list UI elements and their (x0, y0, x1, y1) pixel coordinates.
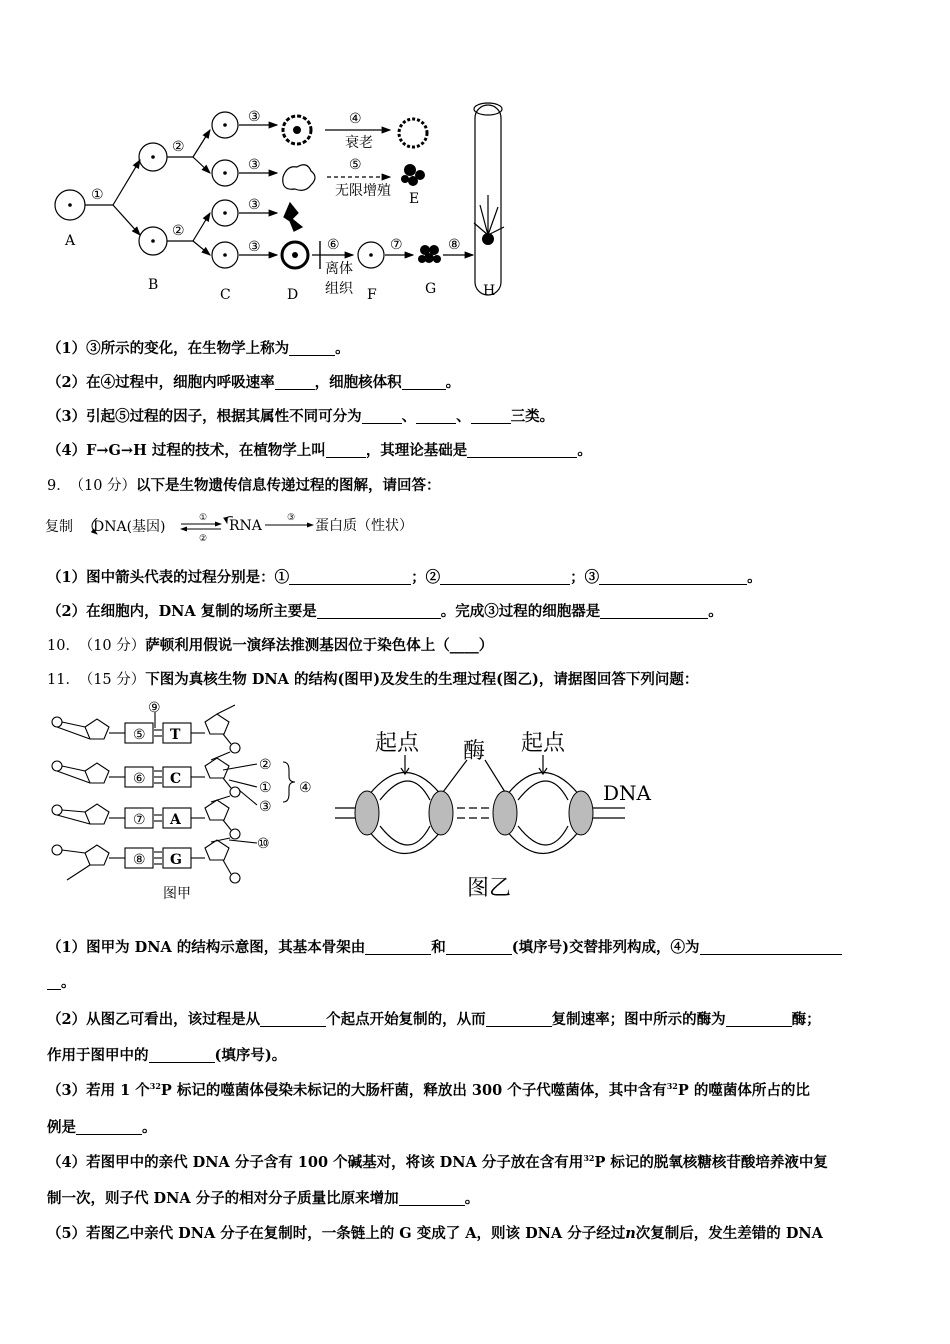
q11-q4-line2: 制一次，则子代 DNA 分子的相对分子质量比原来增加 。 (47, 1190, 480, 1207)
q11-q5-line1: （5）若图乙中亲代 DNA 分子在复制时，一条链上的 G 变成了 A，则该 DNA 分子经过n次复制后，发生差错的 DNA (47, 1225, 823, 1242)
dna-label: DNA (603, 781, 651, 805)
svg-text:②: ② (259, 757, 272, 773)
diagram-protein: 蛋白质（性状） (315, 518, 413, 534)
q11-q2-line2: 作用于图甲中的 (填序号)。 (47, 1047, 287, 1064)
caption-yi: 图乙 (467, 876, 512, 901)
q8-line-3: （3）引起⑤过程的因子，根据其属性不同可分为 、 、 三类。 (47, 408, 555, 425)
enzyme-4 (569, 791, 593, 835)
diagram-copy: 复制 (45, 519, 73, 535)
origin-label-1: 起点 (375, 731, 420, 756)
svg-text:A: A (170, 812, 181, 828)
marker-3d: ③ (248, 239, 261, 255)
q9-line-2: （2）在细胞内，DNA 复制的场所主要是 。完成③过程的细胞器是 。 (47, 603, 723, 620)
caption-jia: 图甲 (163, 886, 191, 902)
q11-q4-line1: （4）若图甲中的亲代 DNA 分子含有 100 个碱基对，将该 DNA 分子放在含有用$^{32}$P 标记的脱氧核糖核苷酸培养液中复 (47, 1153, 828, 1171)
svg-text:G: G (170, 852, 182, 868)
diagram-dna: DNA(基因) (93, 519, 166, 535)
marker-6: ⑥ (327, 237, 340, 253)
enzyme-3 (493, 791, 517, 835)
q11-q2-line1: （2）从图乙可看出，该过程是从 个起点开始复制的，从而 复制速率；图中所示的酶为 酶； (47, 1011, 821, 1028)
svg-text:⑦: ⑦ (133, 812, 146, 828)
genetic-info-flow-diagram (45, 508, 445, 544)
q11-q1-line2: 。 (47, 971, 76, 992)
svg-text:⑥: ⑥ (133, 771, 146, 787)
text-unlimited: 无限增殖 (335, 183, 391, 199)
label-c: C (220, 287, 231, 303)
svg-text:⑤: ⑤ (133, 727, 146, 743)
svg-text:③: ③ (287, 513, 296, 523)
svg-text:④: ④ (299, 780, 312, 796)
label-d: D (287, 287, 299, 303)
svg-text:C: C (170, 771, 182, 787)
svg-text:①: ① (199, 513, 208, 523)
enzyme-label: 酶 (463, 739, 486, 764)
label-h: H (483, 283, 496, 299)
enzyme-1 (355, 791, 379, 835)
svg-text:⑧: ⑧ (133, 852, 146, 868)
cell-d2 (283, 165, 315, 191)
marker-5: ⑤ (349, 157, 362, 173)
svg-text:⑩: ⑩ (257, 836, 270, 852)
label-e: E (409, 191, 420, 207)
marker-2a: ② (172, 139, 185, 155)
marker-2b: ② (172, 223, 185, 239)
q11-q1-line1: （1）图甲为 DNA 的结构示意图，其基本骨架由 和 (填序号)交替排列构成，④为 (47, 936, 842, 957)
svg-text:T: T (170, 727, 181, 743)
q10-line: 10． （10 分）萨顿利用假说一演绎法推测基因位于染色体上（____） (47, 637, 494, 654)
marker-1: ① (91, 187, 104, 203)
dna-structure-figure-jia (45, 700, 335, 905)
label-f: F (367, 287, 377, 303)
svg-text:①: ① (259, 780, 272, 796)
q8-line-2: （2）在④过程中，细胞内呼吸速率 ，细胞核体积 。 (47, 374, 461, 391)
text-aging: 衰老 (345, 135, 373, 151)
q9-line-1: （1）图中箭头代表的过程分别是：① ；② ；③ 。 (47, 569, 762, 586)
svg-text:⑨: ⑨ (148, 700, 161, 716)
q11-header: 11． （15 分）下图为真核生物 DNA 的结构(图甲)及发生的生理过程(图乙)，请据图回答下列问题： (47, 671, 699, 688)
marker-3b: ③ (248, 157, 261, 173)
label-g: G (425, 281, 437, 297)
q9-header: 9． （10 分）以下是生物遗传信息传递过程的图解，请回答： (47, 477, 441, 494)
cell-e1 (399, 119, 427, 147)
cell-d3 (284, 203, 302, 231)
svg-text:③: ③ (259, 799, 272, 815)
q8-line-4: （4）F→G→H 过程的技术，在植物学上叫 ，其理论基础是 。 (47, 442, 592, 459)
q11-q3-line1: （3）若用 1 个$^{32}$P 标记的噬菌体侵染未标记的大肠杆菌，释放出 300 个子代噬菌体，其中含有$^{32}$P 的噬菌体所占的比 (47, 1081, 810, 1099)
marker-8: ⑧ (448, 237, 461, 253)
q11-q3-line2: 例是 。 (47, 1119, 157, 1136)
marker-3c: ③ (248, 197, 261, 213)
marker-4: ④ (349, 111, 362, 127)
diagram-rna: RNA (229, 518, 262, 534)
enzyme-2 (429, 791, 453, 835)
label-a: A (65, 233, 76, 249)
origin-label-2: 起点 (521, 731, 566, 756)
q8-line-1: （1）③所示的变化，在生物学上称为 。 (47, 340, 350, 357)
marker-7: ⑦ (390, 237, 403, 253)
label-b: B (148, 277, 159, 293)
text-iso1: 离体 (325, 261, 353, 277)
dna-replication-figure-yi (335, 720, 665, 905)
svg-text:②: ② (199, 534, 208, 544)
cell-differentiation-figure (45, 95, 515, 310)
text-iso2: 组织 (325, 281, 353, 297)
marker-3a: ③ (248, 109, 261, 125)
